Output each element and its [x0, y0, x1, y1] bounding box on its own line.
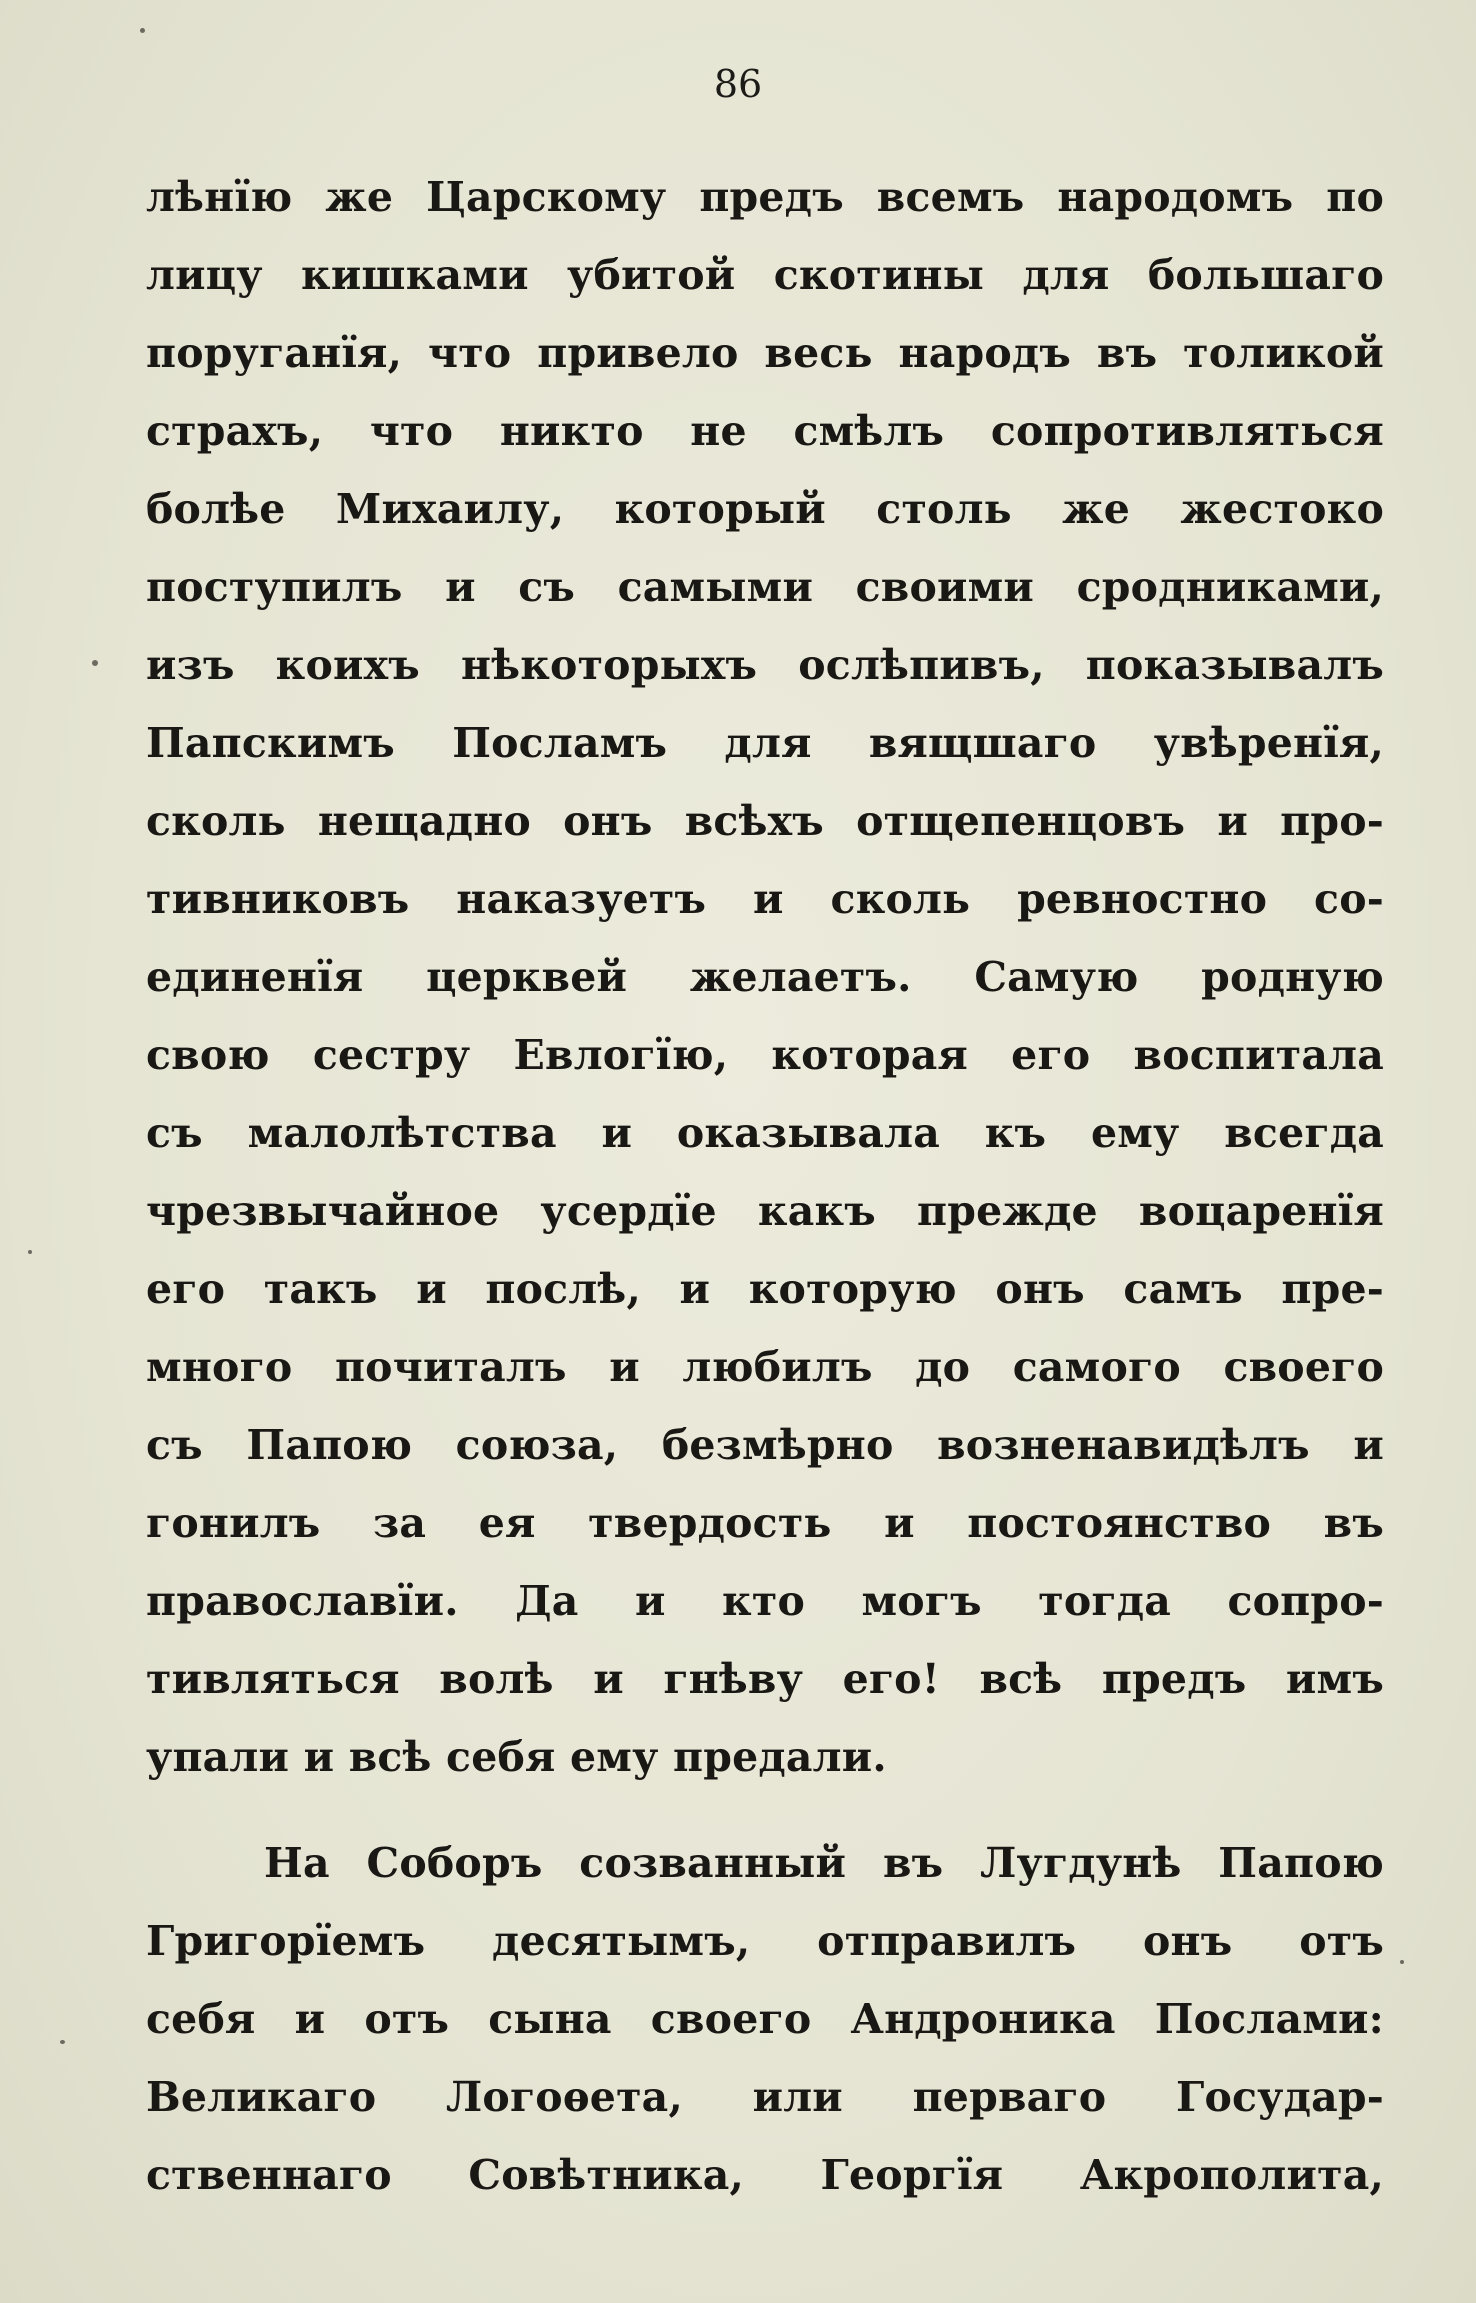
text-line: поступилъ и съ самыми своими сродниками, — [146, 563, 1384, 611]
paragraph-gap — [146, 1796, 1384, 1824]
text-line: страхъ, что никто не смѣлъ сопротивляться — [146, 407, 1384, 455]
text-line: упали и всѣ себя ему предали. — [146, 1733, 887, 1781]
text-line: много почиталъ и любилъ до самого своего — [146, 1343, 1384, 1391]
text-line: Папскимъ Посламъ для вящшаго увѣренїя, — [146, 719, 1384, 767]
text-line: съ Папою союза, безмѣрно возненавидѣлъ и — [146, 1421, 1384, 1469]
page-number: 86 — [713, 62, 763, 106]
text-line: поруганїя, что привело весь народъ въ толикой — [146, 329, 1384, 377]
paragraph-1 — [146, 158, 1384, 1796]
text-line: съ малолѣтства и оказывала къ ему всегда — [146, 1109, 1384, 1157]
text-block — [146, 158, 1384, 2214]
text-line: сколь нещадно онъ всѣхъ отщепенцовъ и про- — [146, 797, 1384, 845]
text-line: себя и отъ сына своего Андроника Послами: — [146, 1995, 1384, 2043]
text-line: ственнаго Совѣтника, Георгїя Акрополита, — [146, 2151, 1384, 2199]
paper-speck — [60, 2040, 65, 2044]
paper-speck — [92, 660, 98, 666]
text-line: лѣнїю же Царскому предъ всемъ народомъ по — [146, 173, 1384, 221]
text-line: лицу кишками убитой скотины для большаго — [146, 251, 1384, 299]
text-line: тивляться волѣ и гнѣву его! всѣ предъ имъ — [146, 1655, 1384, 1703]
text-line: На Соборъ созванный въ Лугдунѣ Папою — [264, 1839, 1384, 1887]
text-line: гонилъ за ея твердость и постоянство въ — [146, 1499, 1384, 1547]
text-line: его такъ и послѣ, и которую онъ самъ пре- — [146, 1265, 1384, 1313]
text-line: единенїя церквей желаетъ. Самую родную — [146, 953, 1384, 1001]
text-line: свою сестру Евлогїю, которая его воспитала — [146, 1031, 1384, 1079]
paragraph-2 — [146, 1824, 1384, 2214]
text-line: чрезвычайное усердїе какъ прежде воцаренїя — [146, 1187, 1384, 1235]
text-line: тивниковъ наказуетъ и сколь ревностно со- — [146, 875, 1384, 923]
text-line: Григорїемъ десятымъ, отправилъ онъ отъ — [146, 1917, 1384, 1965]
text-line: болѣе Михаилу, который столь же жестоко — [146, 485, 1384, 533]
text-line: изъ коихъ нѣкоторыхъ ослѣпивъ, показывалъ — [146, 641, 1384, 689]
text-line: Великаго Логоѳета, или перваго Государ- — [146, 2073, 1384, 2121]
paper-speck — [28, 1250, 32, 1254]
paper-speck — [1400, 1960, 1404, 1964]
paper-speck — [140, 28, 145, 33]
text-line: православїи. Да и кто могъ тогда сопро- — [146, 1577, 1384, 1625]
